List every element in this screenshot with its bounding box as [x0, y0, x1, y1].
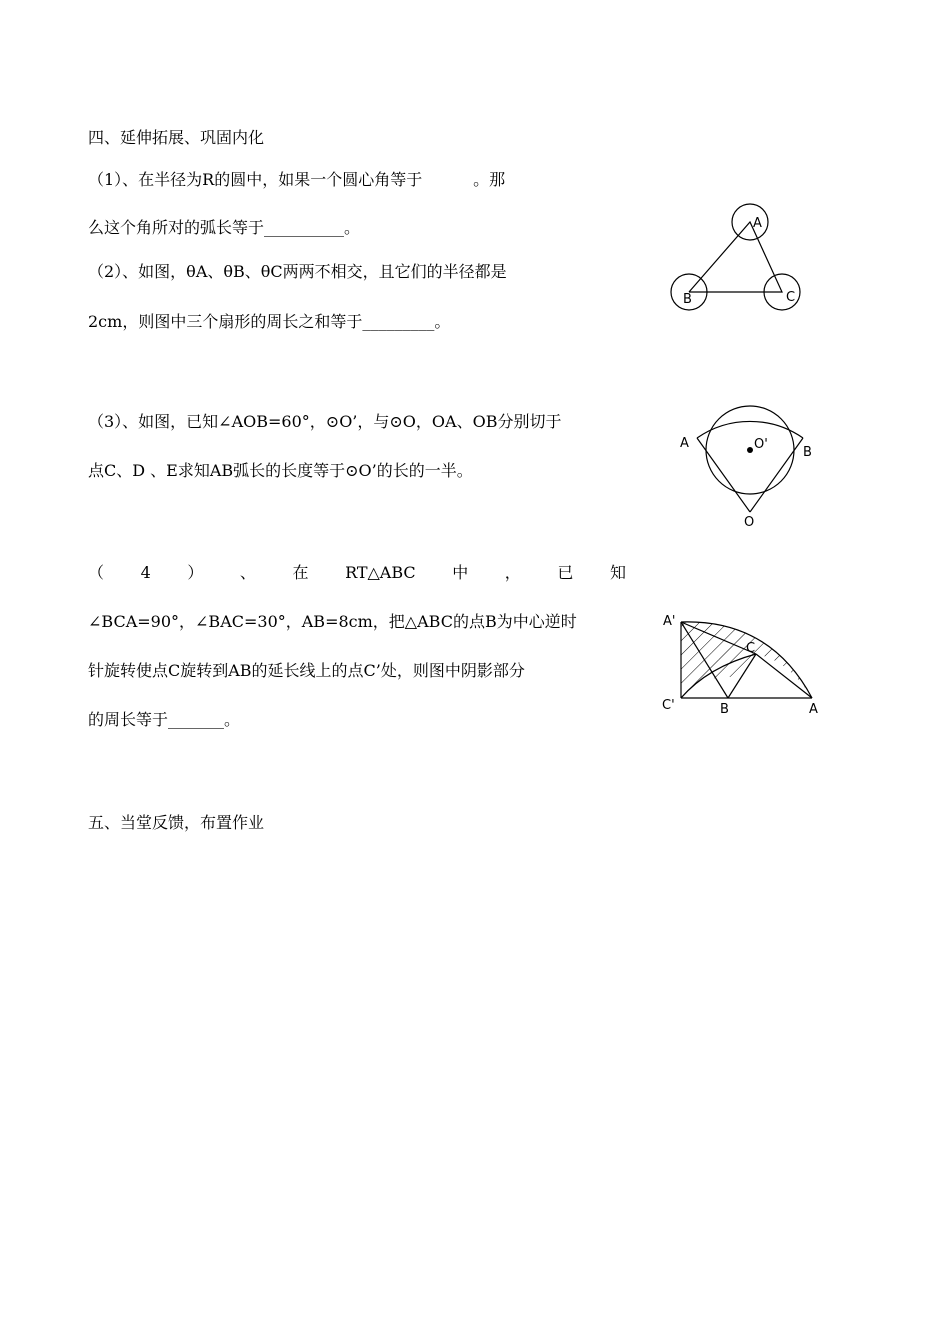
question-3-line-2: 点C、D 、E求知AB弧长的长度等于⊙O’的长的一半。	[88, 461, 473, 480]
arc-ab	[697, 421, 803, 438]
question-4-line-3: 针旋转使点C旋转到AB的延长线上的点C’处，则图中阴影部分	[88, 661, 525, 680]
question-4-line-4: 的周长等于_______。	[88, 710, 241, 729]
q4-token-2: 4	[140, 563, 151, 582]
figure-label-c: C	[786, 290, 796, 305]
figure-label-o: O	[744, 515, 755, 530]
question-1-line-2: 么这个角所对的弧长等于__________。	[88, 218, 361, 237]
question-2-line-1: （2）、如图，θA、θB、θC两两不相交，且它们的半径都是	[88, 262, 507, 281]
question-4-line-1	[88, 563, 626, 583]
figure-label-c-prime: C'	[662, 698, 675, 713]
q4-token-9: 已	[557, 563, 574, 582]
figure-label-c: C	[746, 641, 756, 656]
question-1-line-1: （1）、在半径为R的圆中，如果一个圆心角等于 。那	[88, 170, 506, 189]
figure-label-b: B	[683, 292, 692, 307]
figure-label-b: B	[803, 445, 812, 460]
figure-label-a: A	[753, 216, 762, 231]
q4-token-1: （	[88, 563, 105, 582]
q4-token-8: ，	[504, 563, 521, 582]
figure-rotated-triangle	[660, 605, 835, 720]
question-3-line-1: （3）、如图，已知∠AOB=60°，⊙O’，与⊙O，OA、OB分别切于	[88, 412, 562, 431]
q4-token-7: 中	[452, 563, 469, 582]
question-2-line-2: 2cm，则图中三个扇形的周长之和等于_________。	[88, 312, 451, 331]
question-4-line-2: ∠BCA=90°，∠BAC=30°，AB=8cm，把△ABC的点B为中心逆时	[88, 612, 577, 631]
section-4-heading: 四、延伸拓展、巩固内化	[88, 128, 265, 147]
q4-token-5: 在	[292, 563, 309, 582]
figure-label-b: B	[720, 702, 729, 717]
q4-token-10: 知	[609, 563, 626, 582]
center-dot	[747, 447, 753, 453]
figure-label-a: A	[680, 436, 689, 451]
section-5-heading: 五、当堂反馈，布置作业	[88, 813, 265, 832]
figure-label-a: A	[809, 702, 818, 717]
figure-label-o-prime: O'	[754, 437, 768, 452]
q4-token-3: ）	[187, 563, 204, 582]
figure-sector-with-inscribed-circle	[670, 290, 830, 535]
tangent-oa	[697, 438, 750, 512]
q4-token-4: 、	[239, 563, 256, 582]
q4-token-6: RT△ABC	[345, 563, 416, 582]
figure-label-a-prime: A'	[663, 614, 676, 629]
